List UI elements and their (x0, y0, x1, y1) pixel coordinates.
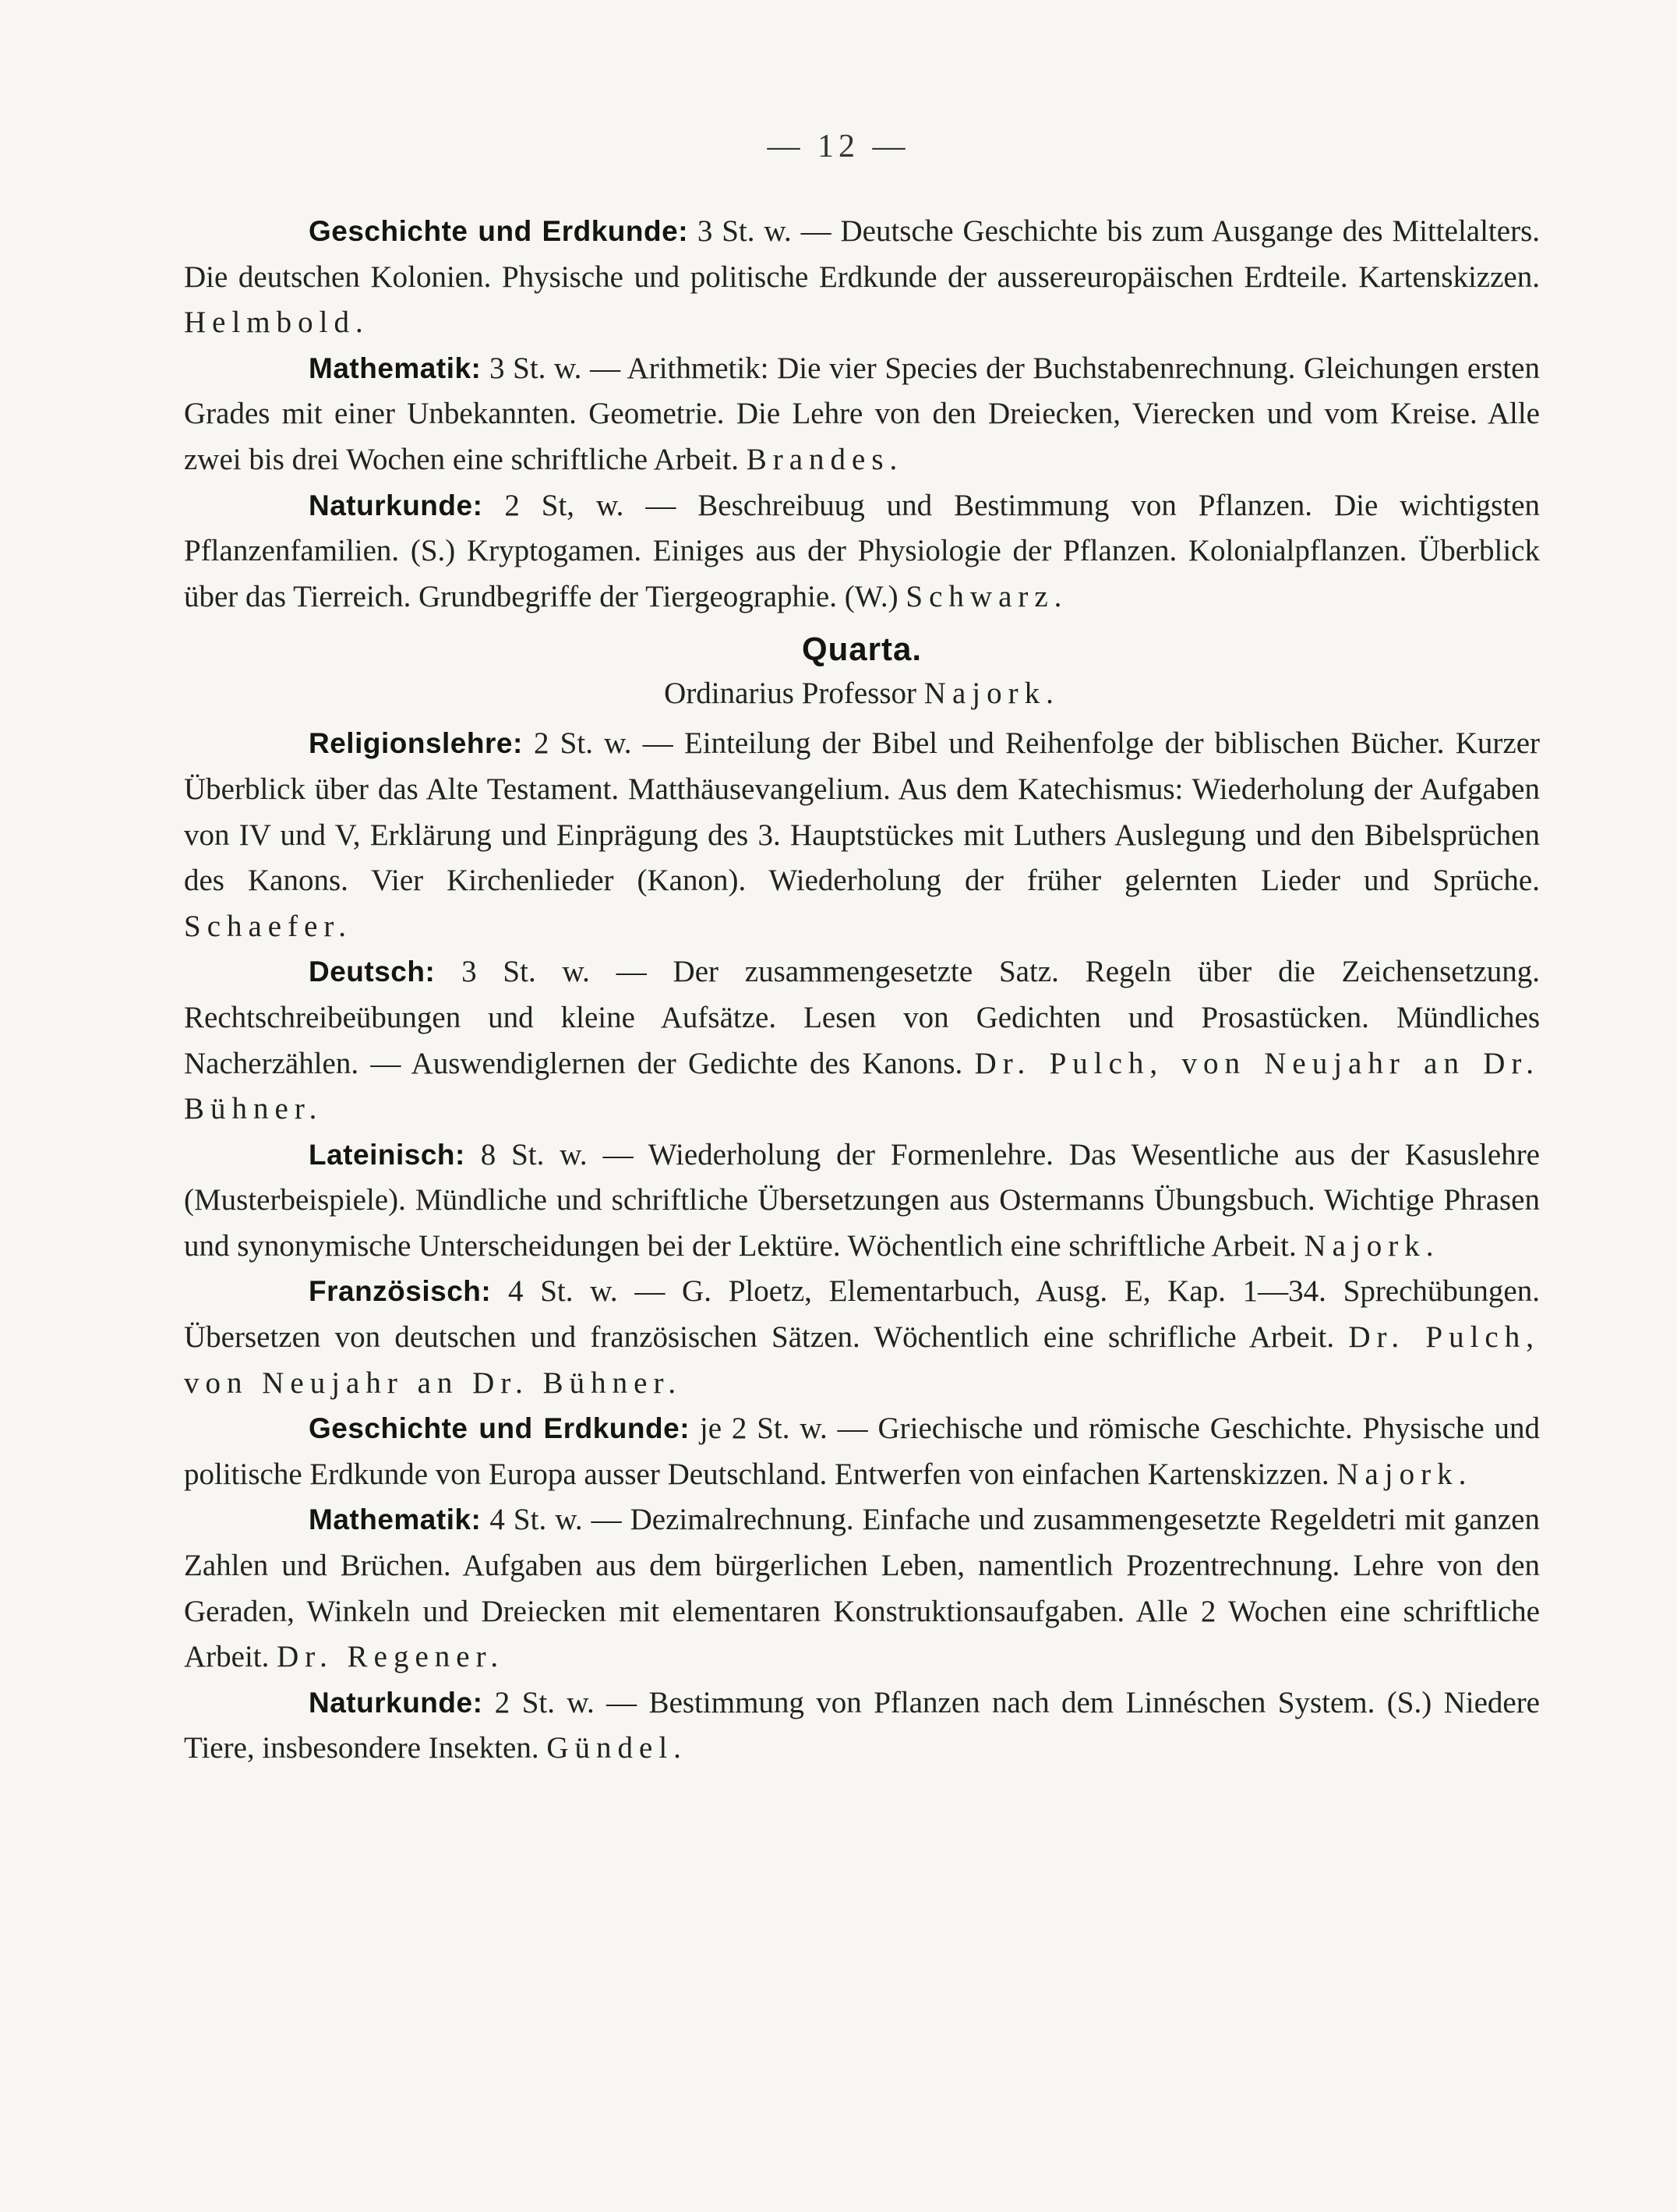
subject-heading: Geschichte und Erdkunde: (309, 215, 689, 247)
subject-paragraph (184, 1680, 1540, 1772)
subject-text: 2 St. w. — Bestimmung von Pflanzen nach dem Linnéschen System. (S.) Niedere Tiere, insbesondere Insekten. (184, 1685, 1540, 1765)
teacher-name: Gündel. (546, 1731, 687, 1765)
subject-heading: Deutsch: (309, 956, 436, 988)
teacher-name: Dr. Regener. (277, 1640, 505, 1674)
subject-paragraph (184, 1133, 1540, 1270)
teacher-name: Schwarz. (906, 579, 1068, 613)
subject-paragraph (184, 346, 1540, 483)
ordinarius-name: Najork. (923, 677, 1060, 711)
subject-heading: Französisch: (309, 1275, 492, 1308)
teacher-name: Schaefer. (184, 909, 353, 943)
subject-heading: Naturkunde: (309, 1686, 483, 1719)
page-content (184, 209, 1540, 1772)
subject-text: 3 St. w. — Der zusammengesetzte Satz. Regeln über die Zeichensetzung. Rechtschreibeübungen und kleine Aufsätze. Lesen von Gedichten und Prosastücken. Mündliches Nacherzählen. — Auswendiglernen der Gedichte des Kanons. (184, 955, 1540, 1080)
subject-paragraph (184, 1406, 1540, 1497)
section-ordinarius (184, 671, 1540, 716)
subject-paragraph (184, 1497, 1540, 1680)
subject-paragraph (184, 949, 1540, 1132)
subject-heading: Mathematik: (309, 1504, 482, 1536)
subject-text: 4 St. w. — G. Ploetz, Elementarbuch, Ausg. E, Kap. 1—34. Sprechübungen. Übersetzen von deutschen und französischen Sätzen. Wöchentlich eine schrifliche Arbeit. (184, 1274, 1540, 1355)
subject-text: 2 St, w. — Beschreibuug und Bestimmung von Pflanzen. Die wichtigsten Pflanzenfamilien. (S.) Kryptogamen. Einiges aus der Physiologie der Pflanzen. Kolonialpflanzen. Überblick über das Tierreich. Grundbegriffe der Tiergeographie. (W.) (184, 488, 1540, 613)
subject-paragraph (184, 483, 1540, 620)
subject-heading: Lateinisch: (309, 1138, 465, 1171)
subject-text: 2 St. w. — Einteilung der Bibel und Reihenfolge der biblischen Bücher. Kurzer Überblick über das Alte Testament. Matthäusevangelium. Aus dem Katechismus: Wiederholung der Aufgaben von IV und V, Erklärung und Einprägung des 3. Hauptstückes mit Luthers Auslegung und den Bibelsprüchen des Kanons. Vier Kirchenlieder (Kanon). Wiederholung der früher gelernten Lieder und Sprüche. (184, 726, 1540, 898)
subject-text: 3 St. w. — Arithmetik: Die vier Species der Buchstabenrechnung. Gleichungen ersten Grades mit einer Unbekannten. Geometrie. Die Lehre von den Dreiecken, Vierecken und vom Kreise. Alle zwei bis drei Wochen eine schriftliche Arbeit. (184, 351, 1540, 476)
subject-text: 8 St. w. — Wiederholung der Formenlehre. Das Wesentliche aus der Kasuslehre (Musterbeispiele). Mündliche und schriftliche Übersetzungen aus Ostermanns Übungsbuch. Wichtige Phrasen und synonymische Unterscheidungen bei der Lektüre. Wöchentlich eine schriftliche Arbeit. (184, 1137, 1540, 1263)
subject-paragraph (184, 721, 1540, 949)
teacher-name: Brandes. (746, 442, 904, 476)
subject-text: 3 St. w. — Deutsche Geschichte bis zum Ausgange des Mittelalters. Die deutschen Kolonien. Physische und politische Erdkunde der aussereuropäischen Erdteile. Kartenskizzen. (184, 214, 1540, 294)
subject-paragraph (184, 209, 1540, 346)
subject-text: je 2 St. w. — Griechische und römische Geschichte. Physische und politische Erdkunde von Europa ausser Deutschland. Entwerfen von einfachen Kartenskizzen. (184, 1412, 1540, 1491)
subject-paragraph (184, 1269, 1540, 1406)
ordinarius-label: Ordinarius Professor (664, 677, 924, 711)
teacher-name: Dr. Pulch, von Neujahr an Dr. Bühner. (184, 1320, 1540, 1400)
teacher-name: Dr. Pulch, von Neujahr an Dr. Bühner. (184, 1046, 1540, 1126)
teacher-name: Helmbold. (184, 306, 369, 340)
subject-heading: Religionslehre: (309, 727, 523, 760)
subject-text: 4 St. w. — Dezimalrechnung. Einfache und zusammengesetzte Regeldetri mit ganzen Zahlen und Brüchen. Aufgaben aus dem bürgerlichen Leben, namentlich Prozentrechnung. Lehre von den Geraden, Winkeln und Dreiecken mit elementaren Konstruktionsaufgaben. Alle 2 Wochen eine schriftliche Arbeit. (184, 1503, 1540, 1674)
teacher-name: Najork. (1304, 1228, 1440, 1263)
subject-heading: Mathematik: (309, 352, 482, 384)
section-title-quarta: Quarta. (801, 631, 923, 668)
subject-heading: Naturkunde: (309, 489, 483, 521)
page-number: — 12 — (767, 129, 910, 164)
subject-heading: Geschichte und Erdkunde: (309, 1412, 690, 1445)
teacher-name: Najork. (1336, 1457, 1473, 1491)
